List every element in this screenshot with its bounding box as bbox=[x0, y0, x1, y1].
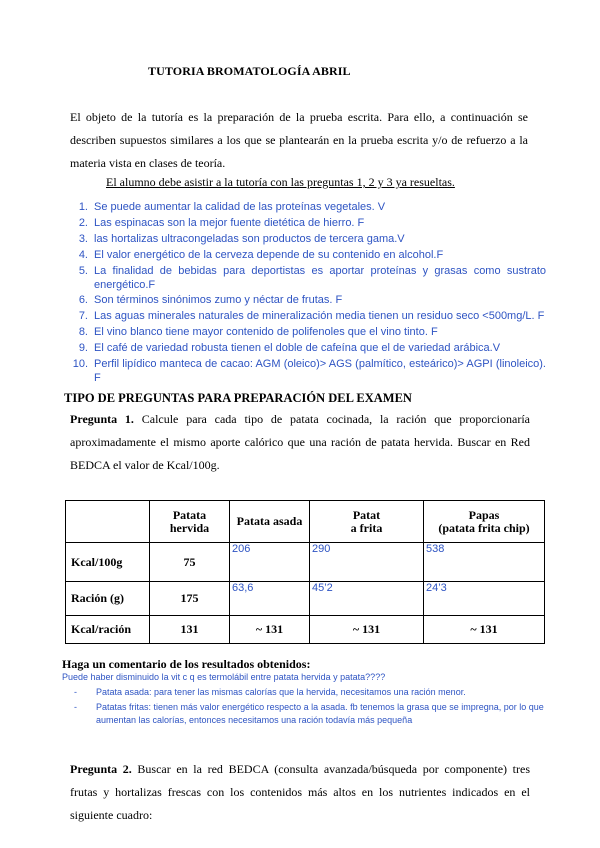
question-2 bbox=[70, 758, 530, 827]
item-number: 8. bbox=[78, 326, 88, 339]
list-item bbox=[60, 309, 546, 323]
question-1-label: Pregunta 1. bbox=[70, 412, 134, 426]
question-2-label: Pregunta 2. bbox=[70, 762, 132, 776]
item-number: 10. bbox=[72, 358, 88, 371]
table-cell: ~ 131 bbox=[230, 616, 310, 644]
item-number: 9. bbox=[78, 342, 88, 355]
list-item bbox=[60, 200, 546, 214]
item-number: 6. bbox=[78, 294, 88, 307]
row-label: Kcal/100g bbox=[66, 543, 150, 582]
question-1-text: Calcule para cada tipo de patata cocinada, la ración que proporcionaría aproximadamente el mismo aporte calórico que una ración de patata hervida. Buscar en Red BEDCA el valor de Kcal/100g. bbox=[70, 412, 530, 472]
table-cell: 63,6 bbox=[230, 582, 310, 616]
item-number: 4. bbox=[78, 248, 88, 261]
item-number: 3. bbox=[78, 232, 88, 245]
list-item: - Patata asada: para tener las mismas calorías que la hervida, necesitamos una ración menor. bbox=[74, 686, 544, 699]
list-item: - Patatas fritas: tienen más valor energético respecto a la asada. fb tenemos la grasa que se impregna, por lo que aumentan las calorías, entonces necesitamos una ración todavía más pequeña bbox=[74, 702, 544, 725]
table-cell: ~ 131 bbox=[424, 616, 545, 644]
item-text: Las espinacas son la mejor fuente dietética de hierro. F bbox=[94, 216, 365, 229]
item-text: El valor energético de la cerveza depende de su contenido en alcohol.F bbox=[94, 248, 444, 261]
list-item bbox=[60, 248, 546, 262]
true-false-list bbox=[60, 200, 546, 387]
row-label: Kcal/ración bbox=[66, 616, 150, 644]
list-item bbox=[60, 264, 546, 292]
comment-bullets bbox=[74, 686, 544, 729]
bullet-text: Patata asada: para tener las mismas calorías que la hervida, necesitamos una ración menor. bbox=[96, 687, 466, 697]
table-cell: 538 bbox=[424, 543, 545, 582]
table-cell: 131 bbox=[150, 616, 230, 644]
table-row bbox=[66, 543, 545, 582]
list-item bbox=[60, 293, 546, 307]
item-text: El vino blanco tiene mayor contenido de polifenoles que el vino tinto. F bbox=[94, 326, 438, 339]
item-text: La finalidad de bebidas para deportistas es aportar proteínas y grasas como sustrato energético.F bbox=[94, 264, 546, 291]
table-cell: 290 bbox=[310, 543, 424, 582]
header-cell: Patata asada bbox=[230, 501, 310, 543]
header-empty bbox=[66, 501, 150, 543]
list-item bbox=[60, 325, 546, 339]
item-text: Las aguas minerales naturales de mineralización media tienen un residuo seco <500mg/L. F bbox=[94, 310, 545, 323]
header-cell: Patat a frita bbox=[310, 501, 424, 543]
list-item bbox=[60, 357, 546, 385]
page-title: TUTORIA BROMATOLOGÍA ABRIL bbox=[148, 64, 351, 78]
row-label: Ración (g) bbox=[66, 582, 150, 616]
table-header-row bbox=[66, 501, 545, 543]
table-cell: 45’2 bbox=[310, 582, 424, 616]
comment-question: Puede haber disminuido la vit c q es termolábil entre patata hervida y patata???? bbox=[62, 672, 386, 682]
item-text: Son términos sinónimos zumo y néctar de frutas. F bbox=[94, 294, 343, 307]
table-cell: 75 bbox=[150, 543, 230, 582]
intro-paragraph: El objeto de la tutoría es la preparación de la prueba escrita. Para ello, a continuación se describen supuestos similares a los que se plantearán en la prueba escrita y/o de refuerzo a la materia vista en clases de teoría. bbox=[70, 110, 528, 170]
item-number: 7. bbox=[78, 310, 88, 323]
question-1 bbox=[70, 408, 530, 477]
table-row bbox=[66, 582, 545, 616]
item-text: Se puede aumentar la calidad de las proteínas vegetales. V bbox=[94, 201, 386, 213]
item-text: Perfil lipídico manteca de cacao: AGM (oleico)> AGS (palmítico, esteárico)> AGPI (linoleico). F bbox=[94, 358, 546, 385]
requirement-note: El alumno debe asistir a la tutoría con las preguntas 1, 2 y 3 ya resueltas. bbox=[106, 175, 455, 189]
table-row bbox=[66, 616, 545, 644]
list-item bbox=[60, 216, 546, 230]
table-cell: 175 bbox=[150, 582, 230, 616]
item-text: El café de variedad robusta tienen el doble de cafeína que el de variedad arábica.V bbox=[94, 342, 501, 355]
list-item bbox=[60, 232, 546, 246]
question-2-text: Buscar en la red BEDCA (consulta avanzada/búsqueda por componente) tres frutas y hortalizas frescas con los contenidos más altos en los nutrientes indicados en el siguiente cuadro: bbox=[70, 762, 530, 822]
potato-table bbox=[65, 500, 545, 644]
comment-heading: Haga un comentario de los resultados obtenidos: bbox=[62, 657, 311, 671]
item-number: 1. bbox=[78, 201, 88, 213]
table-cell: ~ 131 bbox=[310, 616, 424, 644]
bullet-text: Patatas fritas: tienen más valor energético respecto a la asada. fb tenemos la grasa que se impregna, por lo que aumentan las calorías, entonces necesitamos una ración todavía más pequeña bbox=[96, 702, 544, 725]
list-item bbox=[60, 341, 546, 355]
item-number: 2. bbox=[78, 216, 88, 229]
item-number: 5. bbox=[78, 264, 88, 277]
header-cell: Papas (patata frita chip) bbox=[424, 501, 545, 543]
section-heading: TIPO DE PREGUNTAS PARA PREPARACIÓN DEL EXAMEN bbox=[64, 391, 412, 405]
table-cell: 24’3 bbox=[424, 582, 545, 616]
header-cell: Patata hervida bbox=[150, 501, 230, 543]
table-cell: 206 bbox=[230, 543, 310, 582]
item-text: las hortalizas ultracongeladas son productos de tercera gama.V bbox=[94, 232, 405, 245]
